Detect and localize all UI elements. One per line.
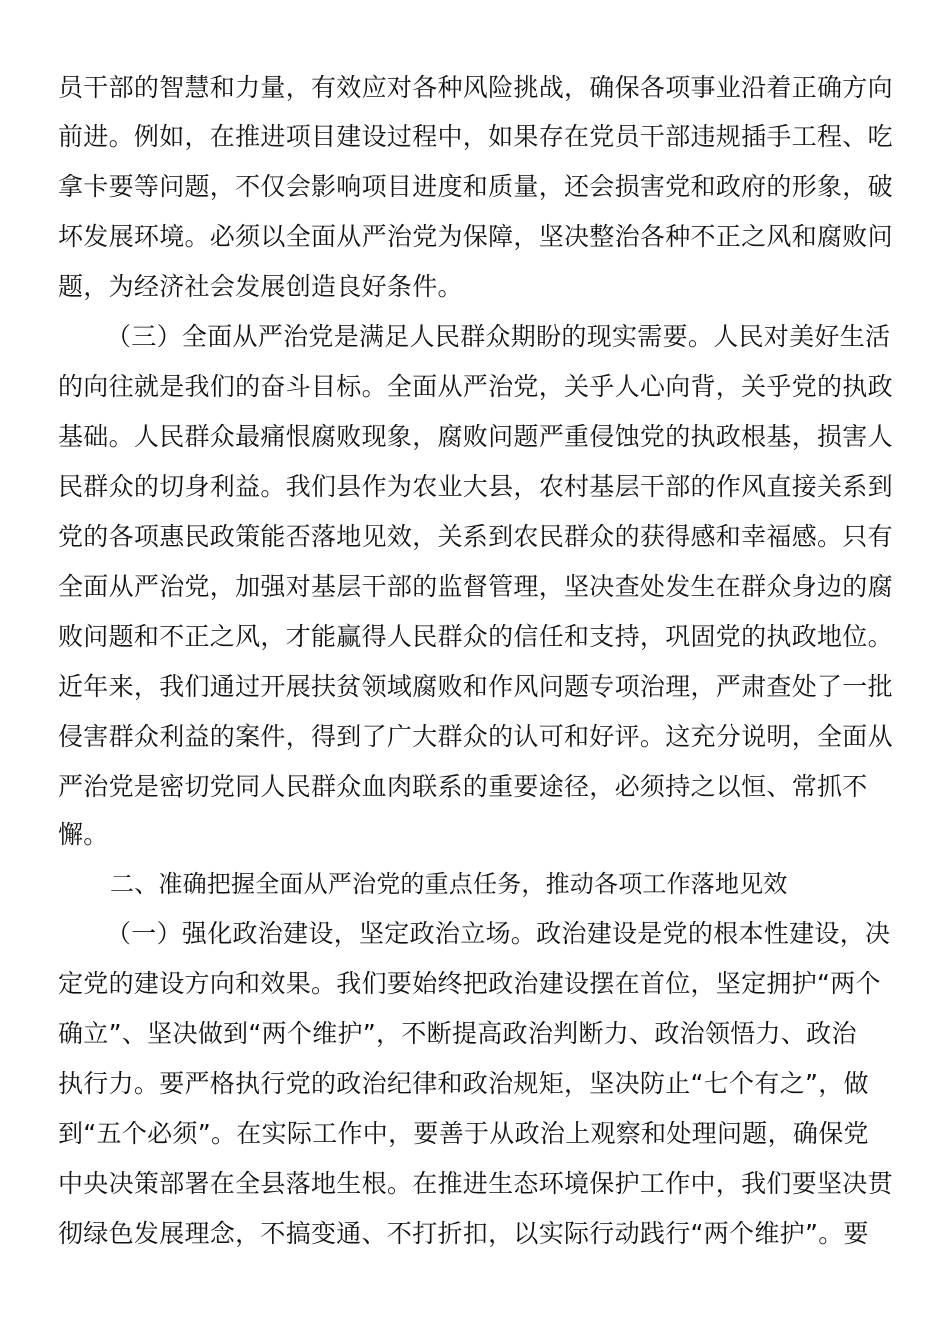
- paragraph-line: 侵害群众利益的案件，得到了广大群众的认可和好评。这充分说明，全面从: [58, 722, 893, 751]
- paragraph-line: 确立”、坚决做到“两个维护”，不断提高政治判断力、政治领悟力、政治: [58, 1019, 857, 1048]
- paragraph-line: 的向往就是我们的奋斗目标。全面从严治党，关乎人心向背，关乎党的执政: [58, 372, 893, 401]
- paragraph-line: 到“五个必须”。在实际工作中，要善于从政治上观察和处理问题，确保党: [58, 1119, 869, 1148]
- paragraph-line: 定党的建设方向和效果。我们要始终把政治建设摆在首位，坚定拥护“两个: [58, 969, 881, 998]
- paragraph-line: 基础。人民群众最痛恨腐败现象，腐败问题严重侵蚀党的执政根基，损害人: [58, 422, 893, 451]
- paragraph-line: 懈。: [58, 820, 109, 849]
- paragraph-line: 执行力。要严格执行党的政治纪律和政治规矩，坚决防止“七个有之”，做: [58, 1069, 869, 1098]
- section-three-title-line: （三）全面从严治党是满足人民群众期盼的现实需要。人民对美好生活: [106, 322, 891, 351]
- paragraph-line: 严治党是密切党同人民群众血肉联系的重要途径，必须持之以恒、常抓不: [58, 772, 868, 801]
- section-two-heading: 二、准确把握全面从严治党的重点任务，推动各项工作落地见效: [110, 870, 788, 898]
- paragraph-line: 败问题和不正之风，才能赢得人民群众的信任和支持，巩固党的执政地位。: [58, 622, 893, 651]
- paragraph-line: 员干部的智慧和力量，有效应对各种风险挑战，确保各项事业沿着正确方向: [58, 73, 893, 102]
- paragraph-line: 全面从严治党，加强对基层干部的监督管理，坚决查处发生在群众身边的腐: [58, 572, 893, 601]
- paragraph-line: 拿卡要等问题，不仅会影响项目进度和质量，还会损害党和政府的形象，破: [58, 172, 893, 201]
- paragraph-line: 近年来，我们通过开展扶贫领域腐败和作风问题专项治理，严肃查处了一批: [58, 672, 893, 701]
- paragraph-line: 坏发展环境。必须以全面从严治党为保障，坚决整治各种不正之风和腐败问: [58, 222, 893, 251]
- subsection-one-title-line: （一）强化政治建设，坚定政治立场。政治建设是党的根本性建设，决: [106, 919, 891, 948]
- paragraph-line: 前进。例如，在推进项目建设过程中，如果存在党员干部违规插手工程、吃: [58, 122, 893, 151]
- paragraph-line: 民群众的切身利益。我们县作为农业大县，农村基层干部的作风直接关系到: [58, 472, 893, 501]
- paragraph-line: 彻绿色发展理念，不搞变通、不打折扣，以实际行动践行“两个维护”。要: [58, 1219, 869, 1248]
- paragraph-line: 题，为经济社会发展创造良好条件。: [58, 272, 463, 301]
- paragraph-line: 中央决策部署在全县落地生根。在推进生态环境保护工作中，我们要坚决贯: [58, 1169, 893, 1198]
- paragraph-line: 党的各项惠民政策能否落地见效，关系到农民群众的获得感和幸福感。只有: [58, 522, 893, 551]
